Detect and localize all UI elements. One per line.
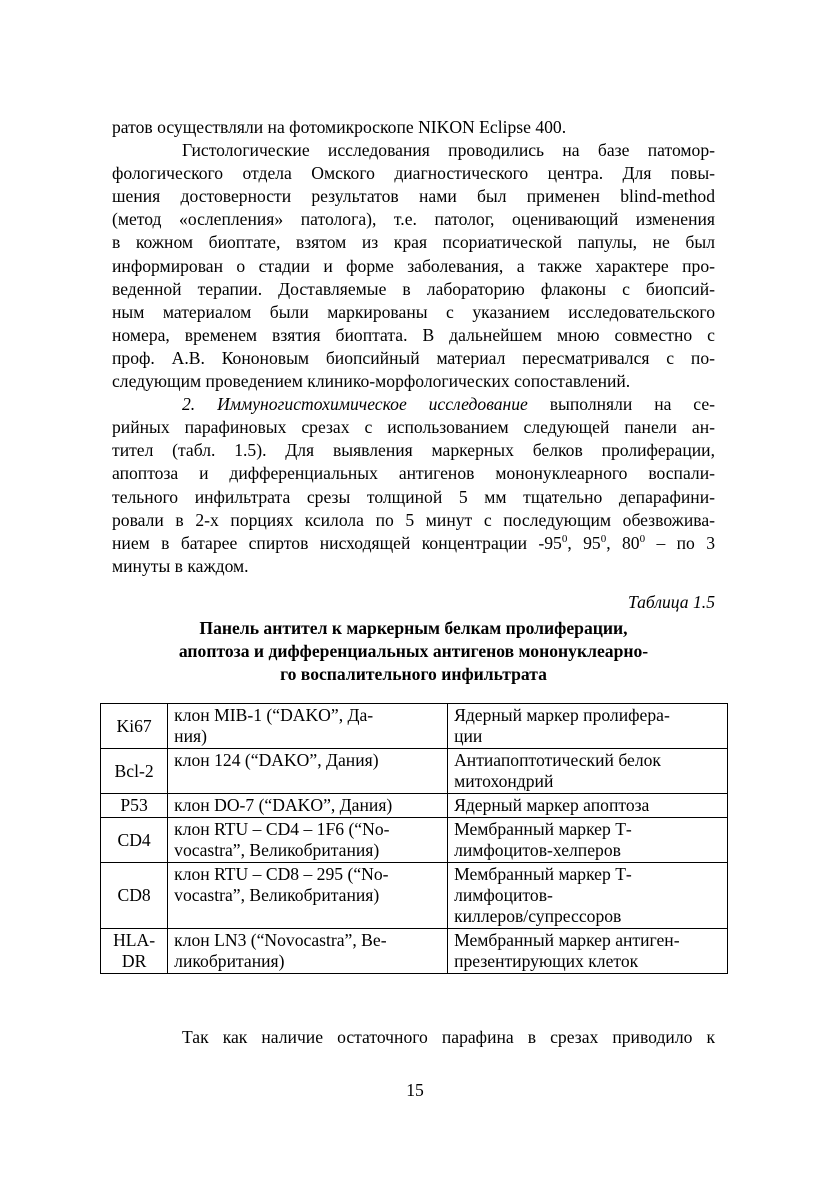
description-cell-line: лимфоцитов-хелперов [454,840,621,860]
body-line: Так как наличие остаточного парафина в срезах приводило к [182,1027,715,1047]
antibody-table-body [101,704,728,974]
body-line: фологического отдела Омского диагностического центра. Для повы- [112,163,715,184]
description-cell [448,749,728,794]
clone-cell-line: vocastra”, Великобритания) [174,840,380,860]
marker-cell [101,794,168,818]
conc-text: , 95 [567,532,601,553]
description-cell-line: Мембранный маркер антиген- [454,930,680,950]
table-row [101,863,728,929]
body-line: следующим проведением клинико-морфологических сопоставлений. [112,371,631,392]
description-cell-line: Антиапоптотический белок [454,750,661,770]
clone-cell [168,863,448,929]
body-line: веденной терапии. Доставляемые в лабораторию флаконы с биопсий- [112,278,715,299]
body-line: тельного инфильтрата срезы толщиной 5 мм тщательно депарафини- [112,486,715,507]
table-title-line: апоптоза и дифференциальных антигенов мононуклеарно- [178,641,649,661]
clone-cell [168,818,448,863]
body-line: шения достоверности результатов нами был применен blind-method [112,186,715,207]
table-title-line: го воспалительного инфильтрата [280,664,547,684]
description-cell-line: Ядерный маркер апоптоза [454,795,650,815]
description-cell-line: презентирующих клеток [454,951,639,971]
table-row [101,704,728,749]
clone-cell-line: ния) [174,726,207,746]
marker-cell [101,929,168,974]
description-cell-line: Мембранный маркер Т- [454,819,632,839]
body-line: Гистологические исследования проводились на базе патомор- [182,140,715,161]
marker-cell-line: CD4 [117,829,151,850]
marker-cell [101,863,168,929]
clone-cell-line: клон MIB-1 (“DAKO”, Да- [174,705,374,725]
table-row [101,929,728,974]
description-cell [448,818,728,863]
conc-text: , 80 [606,532,640,553]
conc-text: – по 3 [645,532,716,553]
body-line: ратов осуществляли на фотомикроскопе NIKON Eclipse 400. [112,117,567,137]
table-row [101,794,728,818]
degree-sup: 0 [639,532,646,545]
description-cell-line: ции [454,726,483,746]
marker-cell-line: DR [121,951,147,971]
body-line: проф. А.В. Кононовым биопсийный материал пересматривался с по- [112,347,715,368]
clone-cell [168,929,448,974]
body-line: информирован о стадии и форме заболевания, а также характере про- [112,255,715,276]
body-line: тител (табл. 1.5). Для выявления маркерных белков пролиферации, [112,440,715,461]
marker-cell-line: Bcl-2 [114,760,154,781]
description-cell [448,863,728,929]
clone-cell-line: ликобритания) [174,951,285,971]
marker-cell [101,749,168,794]
table-row [101,818,728,863]
body-line: ным материалом были маркированы с указанием исследовательского [112,301,715,322]
conc-text: нием в батарее спиртов нисходящей концентрации -95 [112,532,562,553]
body-line: в кожном биоптате, взятом из края псориатической папулы, не был [112,232,715,253]
description-cell-line: киллеров/супрессоров [454,906,622,926]
table-title-line: Панель антител к маркерным белкам пролиферации, [199,618,628,638]
section2-first-line [112,393,715,416]
description-cell-line: Ядерный маркер пролифера- [454,705,670,725]
clone-cell [168,749,448,794]
description-cell-line: митохондрий [454,771,554,791]
marker-cell [101,818,168,863]
body-text-block-1 [112,116,715,578]
degree-sup: 0 [600,532,607,545]
body-line: ровали в 2-х порциях ксилола по 5 минут с последующим обезвожива- [112,509,715,530]
body-line: минуты в каждом. [112,555,249,576]
description-cell [448,794,728,818]
page-number: 15 [406,1080,424,1100]
clone-cell-line: клон 124 (“DAKO”, Дания) [174,750,379,770]
table-title [112,617,715,686]
marker-cell-line: P53 [120,795,148,815]
body-line: (метод «ослепления» патолога), т.е. патолог, оценивающий изменения [112,209,715,230]
clone-cell-line: клон RTU – CD4 – 1F6 (“No- [174,819,390,839]
marker-cell-line: CD8 [117,885,151,905]
degree-sup: 0 [561,532,568,545]
description-cell [448,929,728,974]
table-row [101,749,728,794]
table-caption: Таблица 1.5 [627,592,715,612]
marker-cell-line: Ki67 [116,715,152,736]
section2-first-rest: выполняли на се- [527,394,715,415]
antibody-table [100,703,728,974]
concentration-line [112,532,715,555]
clone-cell-line: клон DO-7 (“DAKO”, Дания) [174,795,393,815]
body-line: апоптоза и дифференциальных антигенов мононуклеарного воспали- [112,463,715,484]
description-cell-line: лимфоцитов- [454,885,553,905]
marker-cell [101,704,168,749]
description-cell [448,704,728,749]
section2-title: 2. Иммуногистохимическое исследование [182,394,528,415]
closing-line [112,1026,715,1049]
body-line: номера, временем взятия биоптата. В дальнейшем мною совместно с [112,324,715,345]
clone-cell [168,704,448,749]
clone-cell-line: клон RTU – CD8 – 295 (“No- [174,864,389,884]
description-cell-line: Мембранный маркер Т- [454,864,632,884]
clone-cell [168,794,448,818]
clone-cell-line: vocastra”, Великобритания) [174,885,380,905]
clone-cell-line: клон LN3 (“Novocastra”, Ве- [174,930,387,950]
marker-cell-line: HLA- [113,930,156,950]
body-line: рийных парафиновых срезах с использованием следующей панели ан- [112,417,715,438]
